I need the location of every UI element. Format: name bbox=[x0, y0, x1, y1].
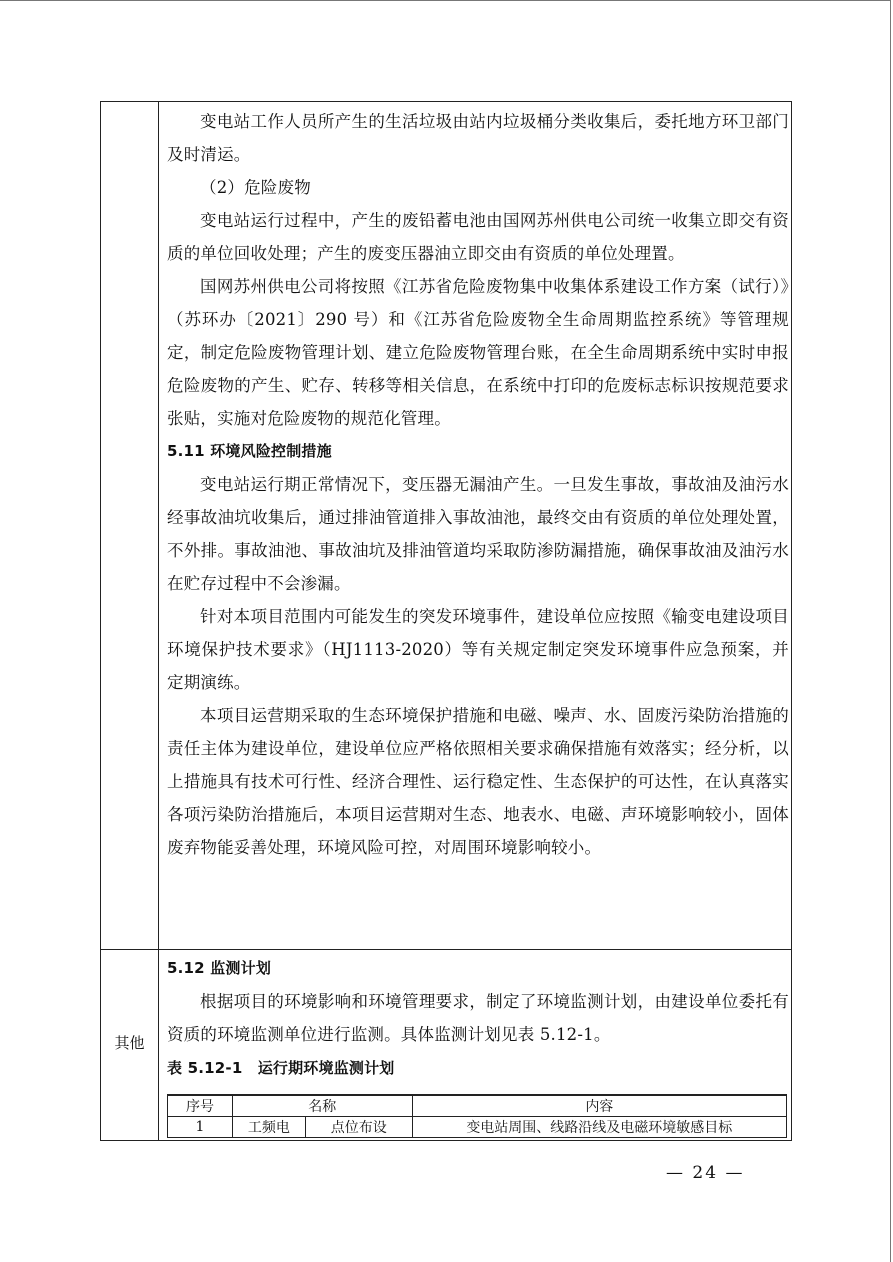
paragraph-hazardous-waste: 变电站运行过程中，产生的废铅蓄电池由国网苏州供电公司统一收集立即交有资质的单位回收处理；产生的废变压器油立即交由有资质的单位处理置。 bbox=[167, 211, 789, 263]
cell-content: 变电站周围、线路沿线及电磁环境敏感目标 bbox=[412, 1117, 786, 1138]
subheading-hazardous-waste: （2）危险废物 bbox=[200, 178, 311, 197]
page-border-top bbox=[0, 0, 890, 1]
paragraph-risk-emergency: 针对本项目范围内可能发生的突发环境事件，建设单位应按照《输变电建设项目环境保护技术要求》（HJ1113-2020）等有关规定制定突发环境事件应急预案，并定期演练。 bbox=[167, 607, 789, 692]
header-name: 名称 bbox=[232, 1095, 412, 1117]
lower-content bbox=[167, 952, 789, 1085]
paragraph-domestic-waste: 变电站工作人员所产生的生活垃圾由站内垃圾桶分类收集后，委托地方环卫部门及时清运。 bbox=[167, 112, 789, 164]
table-header-row bbox=[168, 1095, 787, 1117]
header-content: 内容 bbox=[412, 1095, 786, 1117]
side-label-other: 其他 bbox=[114, 1034, 145, 1052]
cell-index: 1 bbox=[168, 1117, 233, 1138]
left-column-divider bbox=[158, 102, 159, 1140]
paragraph-management-rules: 国网苏州供电公司将按照《江苏省危险废物集中收集体系建设工作方案（试行）》（苏环办〔2021〕290 号）和《江苏省危险废物全生命周期监控系统》等管理规定，制定危险废物管理计划、建立危险废物管理台账，在全生命周期系统中实时申报危险废物的产生、贮存、转移等相关信息，在系统中打印的危废标志标识按规范要求张贴，实施对危险废物的规范化管理。 bbox=[167, 277, 789, 428]
row-divider bbox=[101, 949, 791, 950]
page-number: — 24 — bbox=[666, 1163, 745, 1183]
table-caption: 表 5.12-1 运行期环境监测计划 bbox=[167, 1059, 395, 1077]
cell-subname: 点位布设 bbox=[305, 1117, 412, 1138]
paragraph-risk-oil: 变电站运行期正常情况下，变压器无漏油产生。一旦发生事故，事故油及油污水经事故油坑收集后，通过排油管道排入事故油池，最终交由有资质的单位处理处置，不外排。事故油池、事故油坑及排油管道均采取防渗防漏措施，确保事故油及油污水在贮存过程中不会渗漏。 bbox=[167, 475, 789, 593]
table-row bbox=[168, 1117, 787, 1138]
header-index: 序号 bbox=[168, 1095, 233, 1117]
section-heading-5-12: 5.12 监测计划 bbox=[167, 959, 272, 977]
main-table-frame bbox=[100, 101, 792, 1141]
monitoring-table bbox=[167, 1094, 787, 1138]
page-border-right bbox=[890, 0, 891, 1262]
paragraph-risk-summary: 本项目运营期采取的生态环境保护措施和电磁、噪声、水、固废污染防治措施的责任主体为建设单位，建设单位应严格依照相关要求确保措施有效落实；经分析，以上措施具有技术可行性、经济合理性、运行稳定性、生态保护的可达性，在认真落实各项污染防治措施后，本项目运营期对生态、地表水、电磁、声环境影响较小，固体废弃物能妥善处理，环境风险可控，对周围环境影响较小。 bbox=[167, 706, 789, 857]
section-heading-5-11: 5.11 环境风险控制措施 bbox=[167, 442, 332, 460]
upper-content bbox=[167, 105, 789, 864]
cell-name: 工频电 bbox=[232, 1117, 305, 1138]
paragraph-monitoring-plan: 根据项目的环境影响和环境管理要求，制定了环境监测计划，由建设单位委托有资质的环境监测单位进行监测。具体监测计划见表 5.12-1。 bbox=[167, 992, 789, 1044]
